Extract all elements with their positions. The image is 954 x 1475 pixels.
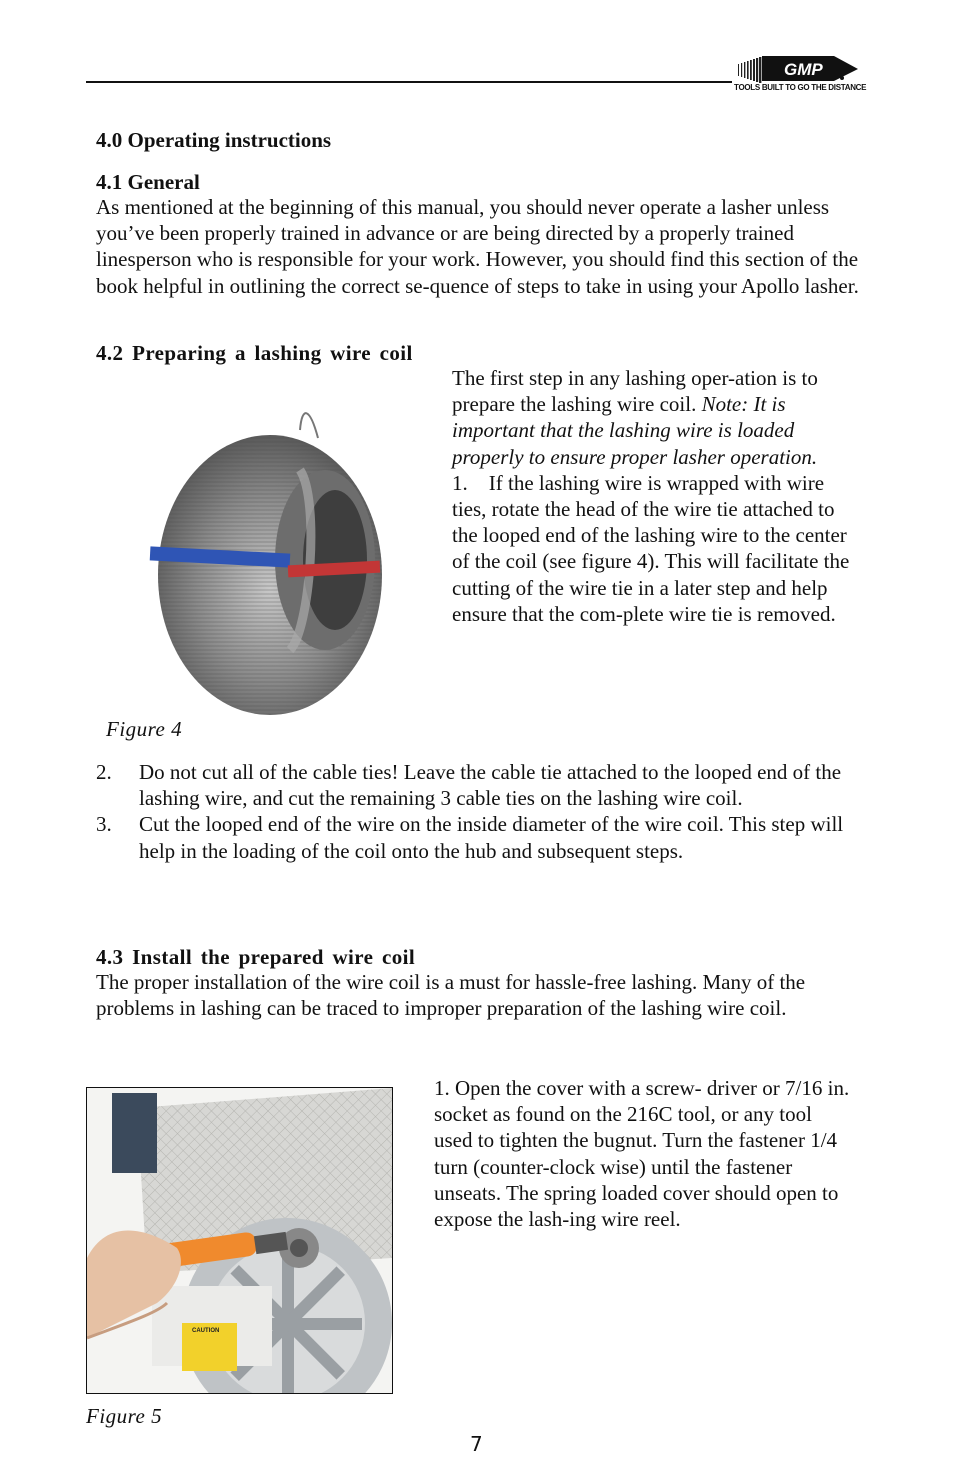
coil-note: Note: It is important that the lashing wire is loaded properly to ensure proper lasher operation. [452, 392, 818, 469]
install-paragraph: The proper installation of the wire coil is a must for hassle-free lashing. Many of the problems in lashing can be traced to improper preparation of the lashing wire coil. [96, 970, 806, 1021]
step-number: 2. [96, 760, 112, 784]
open-cover-image [86, 1087, 393, 1394]
coil-step-1: If the lashing wire is wrapped with wire ties, rotate the head of the wire tie attached to the looped end of the lashing wire to the center of the coil (see figure 4). This will facilitate the cutting of the wire tie in a later step and help ensure that the com-plete wire tie is removed. [452, 470, 850, 626]
header-rule [86, 81, 732, 83]
open-cover-text: 1. Open the cover with a screw- driver or 7/16 in. socket as found on the 216C tool, or any tool used to tighten the bugnut. Turn the fastener 1/4 turn (counter-clock wise) until the fastener unseats. The spring loaded cover should open to expose the lash-ing wire reel. [434, 1076, 850, 1232]
step-text: Do not cut all of the cable ties! Leave the cable tie attached to the looped end of the lashing wire, and cut the remaining 3 cable ties on the lashing wire coil. [139, 760, 842, 811]
list-item [96, 759, 856, 811]
section-title-install-coil: 4.3 Install the prepared wire coil [96, 945, 416, 969]
svg-text:CAUTION: CAUTION [192, 1328, 220, 1334]
figure-5-caption: Figure 5 [86, 1404, 163, 1428]
step-text: Cut the looped end of the wire on the inside diameter of the wire coil. This step will help in the loading of the coil onto the hub and subsequent steps. [139, 812, 844, 863]
section-title-prepare-coil: 4.2 Preparing a lashing wire coil [96, 341, 413, 365]
svg-text:GMP: GMP [784, 60, 823, 79]
coil-step-1-num: 1. [452, 470, 468, 495]
section-title-general: 4.1 General [96, 170, 200, 194]
page-number: 7 [470, 1432, 483, 1456]
figure-4-caption: Figure 4 [106, 717, 183, 741]
coil-prep-text [452, 365, 852, 627]
coil-intro: The first step in any lashing oper-ation is to prepare the lashing wire coil. [452, 366, 818, 417]
list-item [96, 811, 856, 863]
lasher-photo-icon [87, 1088, 392, 1393]
step-number: 3. [96, 812, 112, 837]
prep-steps-list [96, 759, 856, 864]
section-title-operating: 4.0 Operating instructions [96, 128, 332, 152]
wire-coil-image [140, 400, 390, 715]
logo-tagline: TOOLS BUILT TO GO THE DISTANCE [734, 83, 867, 92]
general-paragraph: As mentioned at the beginning of this manual, you should never operate a lasher unless you’ve been properly trained in advance or are being directed by a properly trained linesperson who is responsible for your work. However, you should find this section of the book helpful in outlining the correct se-quence of steps to take in using your Apollo lasher. [96, 195, 859, 298]
